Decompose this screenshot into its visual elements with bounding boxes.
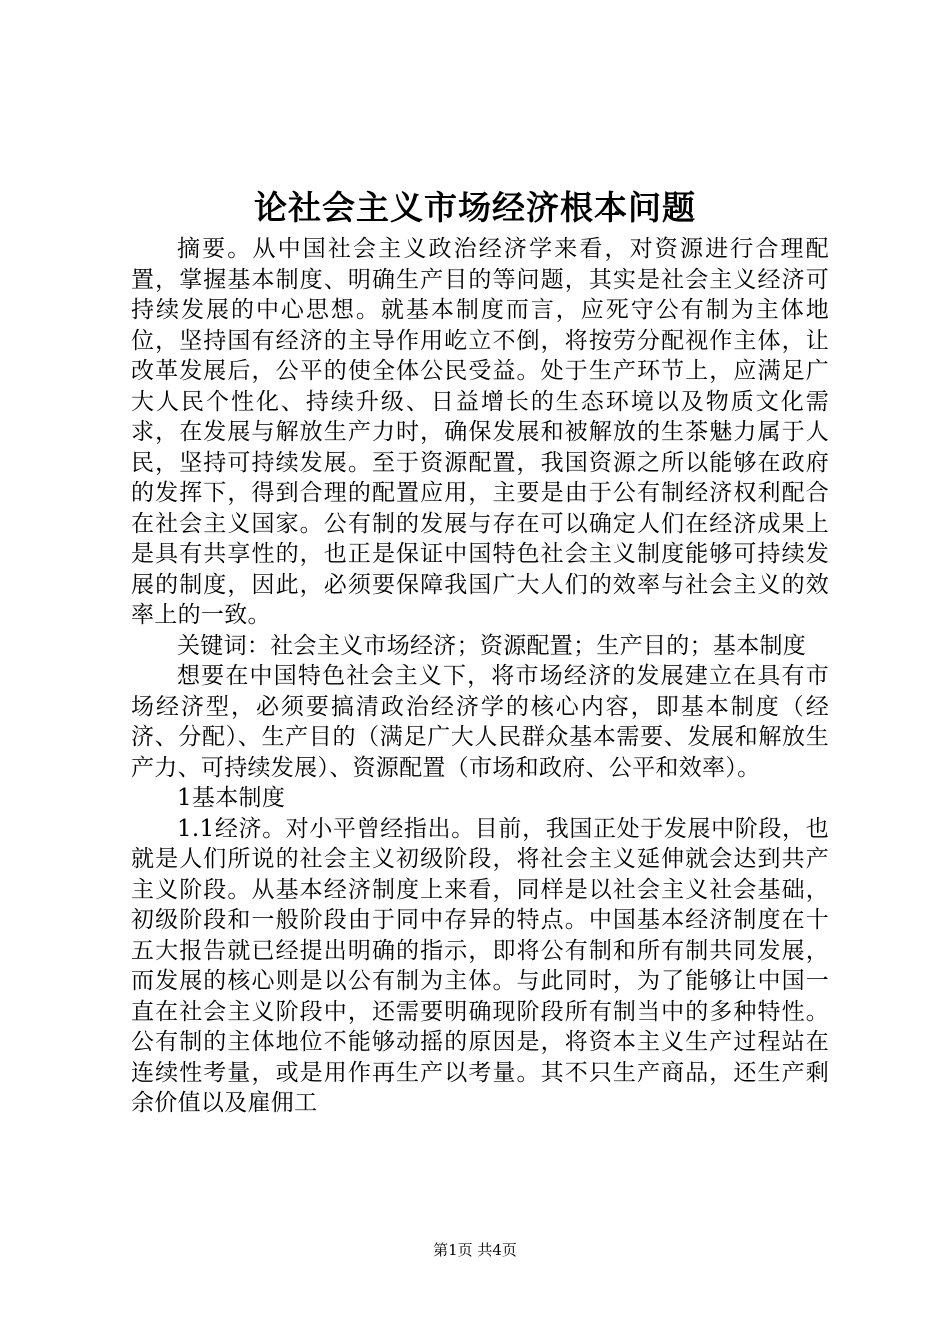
document-body xyxy=(131,234,829,1119)
section-heading: 1基本制度 xyxy=(177,785,286,811)
document-title: 论社会主义市场经济根本问题 xyxy=(254,188,696,227)
page-footer: 第1页 共4页 xyxy=(433,1241,517,1259)
intro-paragraph: 想要在中国特色社会主义下，将市场经济的发展建立在具有市场经济型，必须要搞清政治经济学的核心内容，即基本制度（经济、分配）、生产目的（满足广大人民群众基本需要、发展和解放生产力、可持续发展）、资源配置（市场和政府、公平和效率）。 xyxy=(131,663,829,781)
section-paragraph: 1.1经济。对小平曾经指出。目前，我国正处于发展中阶段，也就是人们所说的社会主义初级阶段，将社会主义延伸就会达到共产主义阶段。从基本经济制度上来看，同样是以社会主义社会基础，初级阶段和一般阶段由于同中存异的特点。中国基本经济制度在十五大报告就已经提出明确的指示，即将公有制和所有制共同发展，而发展的核心则是以公有制为主体。与此同时，为了能够让中国一直在社会主义阶段中，还需要明确现阶段所有制当中的多种特性。公有制的主体地位不能够动摇的原因是，将资本主义生产过程站在连续性考量，或是用作再生产以考量。其不只生产商品，还生产剩余价值以及雇佣工 xyxy=(131,815,829,1116)
abstract-paragraph: 摘要。从中国社会主义政治经济学来看，对资源进行合理配置，掌握基本制度、明确生产目的等问题，其实是社会主义经济可持续发展的中心思想。就基本制度而言，应死守公有制为主体地位，坚持国有经济的主导作用屹立不倒，将按劳分配视作主体，让改革发展后，公平的使全体公民受益。处于生产环节上，应满足广大人民个性化、持续升级、日益增长的生态环境以及物质文化需求，在发展与解放生产力时，确保发展和被解放的生茶魅力属于人民，坚持可持续发展。至于资源配置，我国资源之所以能够在政府的发挥下，得到合理的配置应用，主要是由于公有制经济权利配合在社会主义国家。公有制的发展与存在可以确定人们在经济成果上是具有共享性的，也正是保证中国特色社会主义制度能够可持续发展的制度，因此，必须要保障我国广大人们的效率与社会主义的效率上的一致。 xyxy=(131,236,829,628)
keywords-paragraph: 关键词：社会主义市场经济；资源配置；生产目的；基本制度 xyxy=(177,632,807,659)
